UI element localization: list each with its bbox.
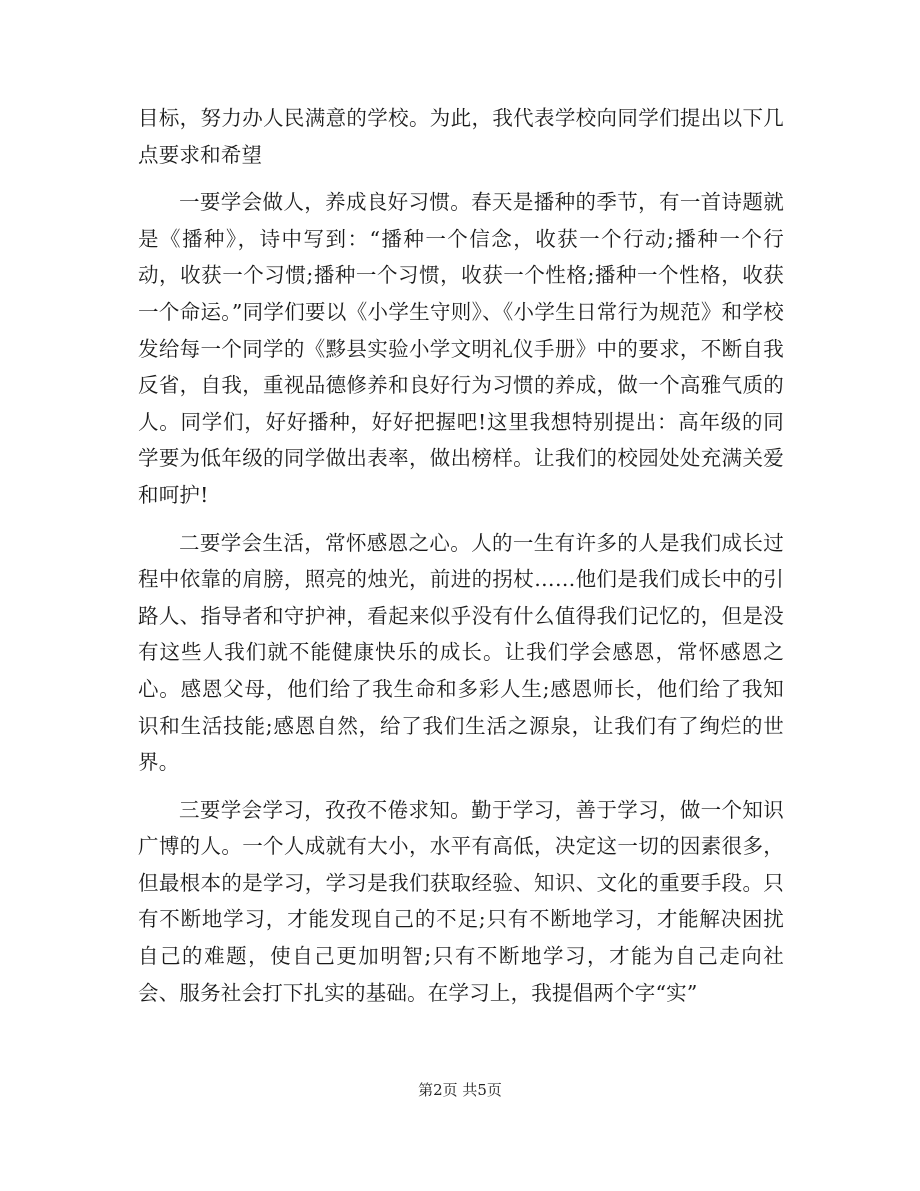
paragraph-learn-to-live: 二要学会生活，常怀感恩之心。人的一生有许多的人是我们成长过程中依靠的肩膀，照亮的烛光，前进的拐杖……他们是我们成长中的引路人、指导者和守护神，看起来似乎没有什么值得我们记忆的，但是没有这些人我们就不能健康快乐的成长。让我们学会感恩，常怀感恩之心。感恩父母，他们给了我生命和多彩人生;感恩师长，他们给了我知识和生活技能;感恩自然，给了我们生活之源泉，让我们有了绚烂的世界。: [138, 530, 784, 775]
paragraph-learn-to-study: 三要学会学习，孜孜不倦求知。勤于学习，善于学习，做一个知识广博的人。一个人成就有大小，水平有高低，决定这一切的因素很多，但最根本的是学习，学习是我们获取经验、知识、文化的重要手段。只有不断地学习，才能发现自己的不足;只有不断地学习，才能解决困扰自己的难题，使自己更加明智;只有不断地学习，才能为自己走向社会、服务社会打下扎实的基础。在学习上，我提倡两个字“实”: [138, 797, 784, 1005]
paragraph-learn-to-behave: 一要学会做人，养成良好习惯。春天是播种的季节，有一首诗题就是《播种》，诗中写到：“播种一个信念，收获一个行动;播种一个行动，收获一个习惯;播种一个习惯，收获一个性格;播种一个性格，收获一个命运。”同学们要以《小学生守则》、《小学生日常行为规范》和学校发给每一个同学的《黟县实验小学文明礼仪手册》中的要求，不断自我反省，自我，重视品德修养和良好行为习惯的养成，做一个高雅气质的人。同学们，好好播种，好好把握吧!这里我想特别提出：高年级的同学要为低年级的同学做出表率，做出榜样。让我们的校园处处充满关爱和呵护!: [138, 190, 784, 507]
paragraph-intro-continuation: 目标，努力办人民满意的学校。为此，我代表学校向同学们提出以下几点要求和希望: [138, 106, 784, 167]
document-body: [138, 100, 784, 1022]
page-number-footer: 第2页 共5页: [418, 1081, 502, 1099]
